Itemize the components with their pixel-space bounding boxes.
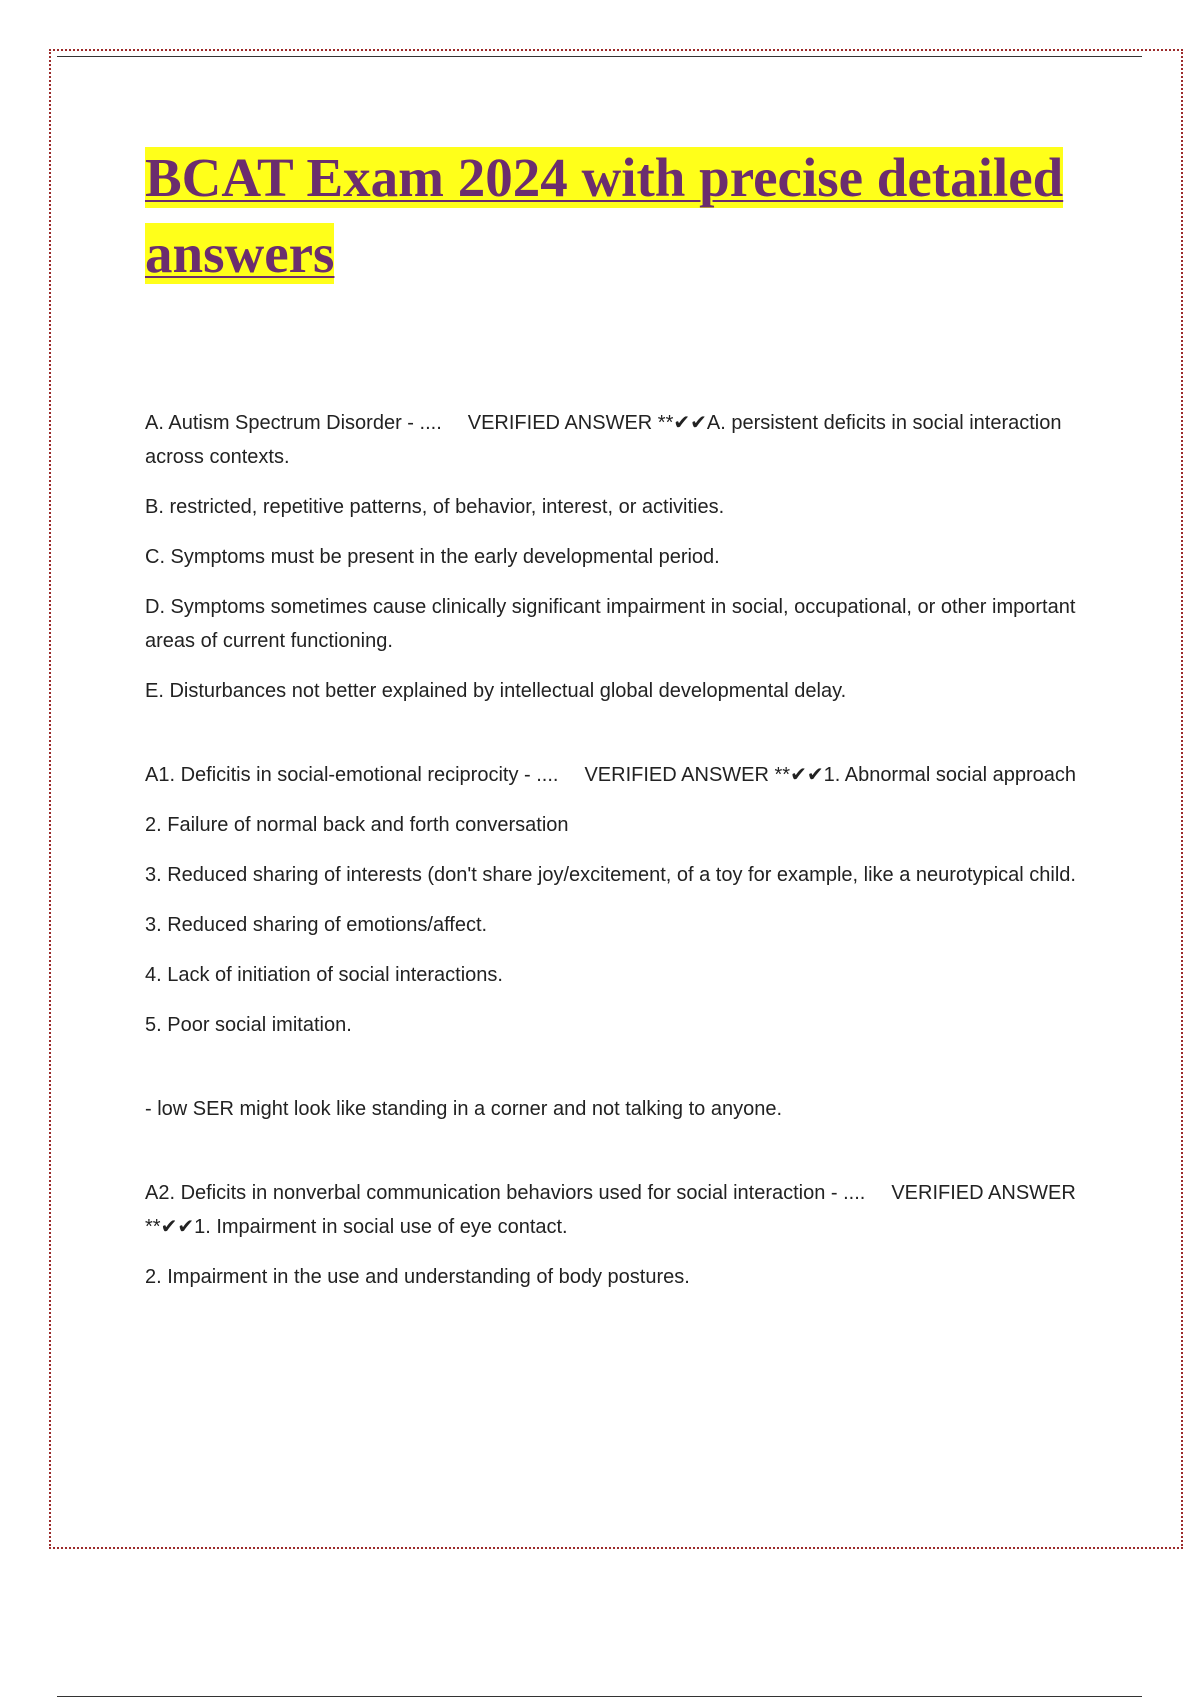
answer-line: 2. Failure of normal back and forth conversation bbox=[145, 814, 569, 836]
question-text: A2. Deficits in nonverbal communication behaviors used for social interaction - .... bbox=[145, 1182, 866, 1204]
answer-line: 2. Impairment in the use and understanding of body postures. bbox=[145, 1266, 690, 1288]
answer-line: D. Symptoms sometimes cause clinically significant impairment in social, occupational, or other important areas of current functioning. bbox=[145, 596, 1076, 652]
answer-line: 5. Poor social imitation. bbox=[145, 1014, 352, 1036]
answer-line: E. Disturbances not better explained by intellectual global developmental delay. bbox=[145, 680, 847, 702]
question-answer bbox=[145, 406, 1095, 474]
bottom-rule bbox=[57, 1696, 1142, 1697]
answer-line: C. Symptoms must be present in the early developmental period. bbox=[145, 546, 720, 568]
entries bbox=[145, 406, 1095, 1294]
answer-line: 4. Lack of initiation of social interactions. bbox=[145, 964, 503, 986]
top-rule bbox=[57, 56, 1142, 57]
answer-line: 3. Reduced sharing of emotions/affect. bbox=[145, 914, 488, 936]
answer-text: 1. Abnormal social approach bbox=[823, 764, 1076, 786]
document-content bbox=[145, 140, 1095, 1310]
document-title: BCAT Exam 2024 with precise detailed answers bbox=[145, 147, 1064, 284]
answer-line: B. restricted, repetitive patterns, of behavior, interest, or activities. bbox=[145, 496, 725, 518]
question-answer bbox=[145, 1176, 1095, 1244]
verified-label: VERIFIED ANSWER **✔✔ bbox=[584, 764, 824, 786]
verified-label: VERIFIED ANSWER **✔✔ bbox=[467, 412, 707, 434]
answer-note: - low SER might look like standing in a corner and not talking to anyone. bbox=[145, 1098, 783, 1120]
answer-text: A. persistent deficits in social interaction across contexts. bbox=[145, 412, 1062, 468]
question-text: A. Autism Spectrum Disorder - .... bbox=[145, 412, 442, 434]
verified-label: VERIFIED ANSWER **✔✔ bbox=[145, 1182, 1076, 1238]
answer-line: 3. Reduced sharing of interests (don't share joy/excitement, of a toy for example, like a neurotypical child. bbox=[145, 864, 1076, 886]
question-answer bbox=[145, 758, 1095, 792]
question-text: A1. Deficitis in social-emotional reciprocity - .... bbox=[145, 764, 559, 786]
answer-text: 1. Impairment in social use of eye contact. bbox=[194, 1216, 568, 1238]
